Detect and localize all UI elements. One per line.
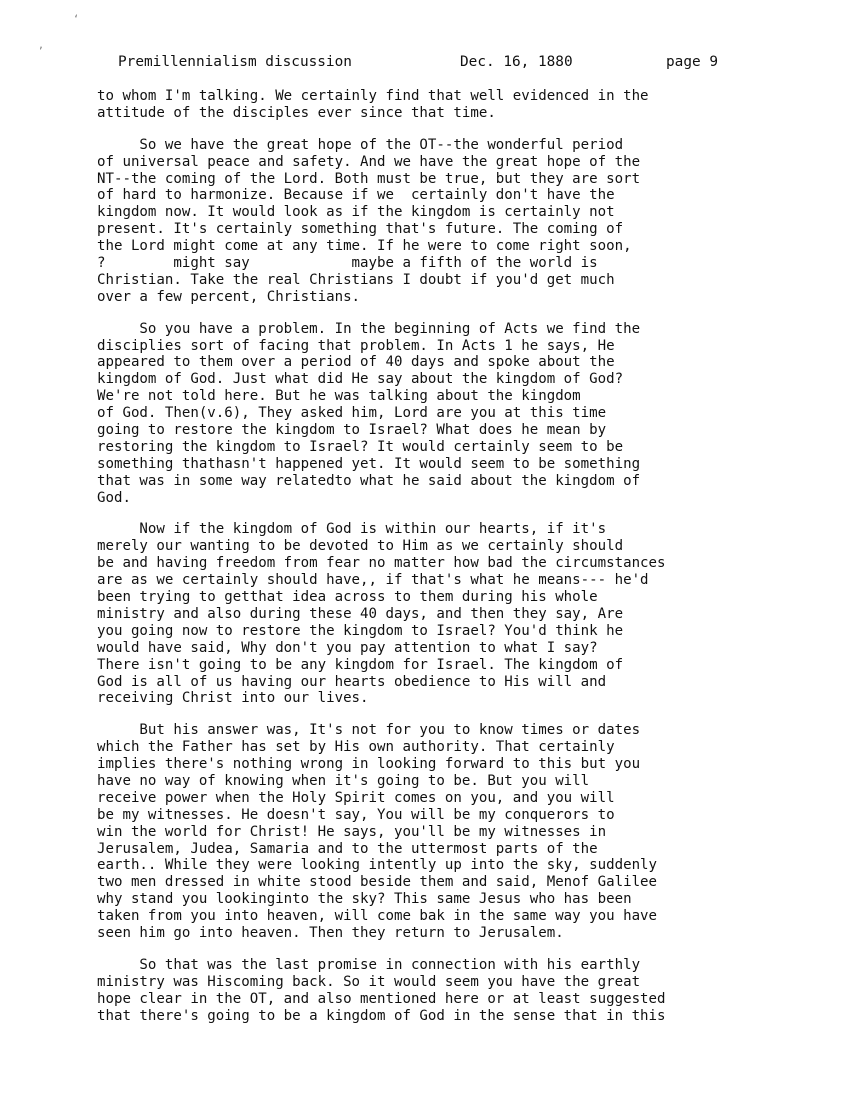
scan-speck-mark: ,	[38, 40, 45, 51]
text-line: Christian. Take the real Christians I doubt if you'd get much	[97, 271, 615, 288]
text-line: you going now to restore the kingdom to Israel? You'd think he	[97, 622, 624, 639]
text-line: to whom I'm talking. We certainly find that well evidenced in the	[97, 88, 649, 104]
text-line: ministry was Hiscoming back. So it would seem you have the great	[97, 973, 641, 990]
text-line: why stand you lookinginto the sky? This same Jesus who has been	[97, 891, 632, 908]
text-line: restoring the kingdom to Israel? It would certainly seem to be	[97, 438, 624, 455]
text-line: implies there's nothing wrong in looking forward to this but you	[97, 756, 641, 773]
page-number: page 9	[666, 54, 718, 70]
text-line: NT--the coming of the Lord. Both must be true, but they are sort	[97, 170, 641, 187]
text-line: So that was the last promise in connection with his earthly	[97, 956, 641, 973]
text-line: Jerusalem, Judea, Samaria and to the uttermost parts of the	[97, 840, 598, 857]
text-line: hope clear in the OT, and also mentioned here or at least suggested	[97, 990, 666, 1007]
text-line: appeared to them over a period of 40 days and spoke about the	[97, 354, 615, 371]
text-line: disciplies sort of facing that problem. In Acts 1 he says, He	[97, 337, 615, 354]
text-line: which the Father has set by His own authority. That certainly	[97, 739, 615, 756]
paragraph	[97, 722, 797, 942]
text-line: So we have the great hope of the OT--the wonderful period	[97, 136, 624, 153]
text-line: that there's going to be a kingdom of God in the sense that in this	[97, 1007, 666, 1024]
text-line: that was in some way relatedto what he said about the kingdom of	[97, 472, 641, 489]
text-line: There isn't going to be any kingdom for Israel. The kingdom of	[97, 656, 624, 673]
text-line: kingdom now. It would look as if the kingdom is certainly not	[97, 204, 615, 221]
text-line: receive power when the Holy Spirit comes on you, and you will	[97, 789, 615, 806]
text-line: So you have a problem. In the beginning of Acts we find the	[97, 320, 641, 337]
text-line: of God. Then(v.6), They asked him, Lord are you at this time	[97, 405, 607, 422]
text-line: Now if the kingdom of God is within our hearts, if it's	[97, 521, 607, 538]
page-header	[118, 54, 758, 74]
scan-speck-mark: ‘	[73, 14, 80, 25]
text-line: merely our wanting to be devoted to Him as we certainly should	[97, 538, 624, 555]
text-line: two men dressed in white stood beside them and said, Menof Galilee	[97, 874, 658, 891]
text-line: something thathasn't happened yet. It would seem to be something	[97, 455, 641, 472]
text-line: win the world for Christ! He says, you'll be my witnesses in	[97, 823, 607, 840]
transcript-body	[97, 88, 797, 1039]
paragraph	[97, 957, 797, 1025]
text-line: have no way of knowing when it's going to be. But you will	[97, 772, 590, 789]
text-line: kingdom of God. Just what did He say about the kingdom of God?	[97, 371, 624, 388]
paragraph	[97, 88, 797, 122]
text-line: would have said, Why don't you pay attention to what I say?	[97, 639, 598, 656]
text-line: of hard to harmonize. Because if we certainly don't have the	[97, 187, 615, 204]
text-line: taken from you into heaven, will come bak in the same way you have	[97, 908, 658, 925]
text-line: We're not told here. But he was talking about the kingdom	[97, 388, 581, 405]
paragraph	[97, 521, 797, 707]
text-line: receiving Christ into our lives.	[97, 690, 369, 707]
text-line: are as we certainly should have,, if that's what he means--- he'd	[97, 572, 649, 589]
text-line: of universal peace and safety. And we have the great hope of the	[97, 153, 641, 170]
text-line: God is all of us having our hearts obedience to His will and	[97, 673, 607, 690]
text-line: over a few percent, Christians.	[97, 288, 361, 305]
text-line: seen him go into heaven. Then they return to Jerusalem.	[97, 924, 564, 941]
text-line: be my witnesses. He doesn't say, You will be my conquerors to	[97, 806, 615, 823]
paragraph	[97, 137, 797, 306]
text-line: earth.. While they were looking intently up into the sky, suddenly	[97, 857, 658, 874]
document-date: Dec. 16, 1880	[460, 54, 573, 70]
text-line: ? might say maybe a fifth of the world is	[97, 255, 598, 272]
paragraph	[97, 321, 797, 507]
document-title: Premillennialism discussion	[118, 54, 352, 70]
text-line: ministry and also during these 40 days, and then they say, Are	[97, 605, 624, 622]
text-line: going to restore the kingdom to Israel? What does he mean by	[97, 422, 607, 439]
text-line: God.	[97, 489, 131, 506]
text-line: But his answer was, It's not for you to know times or dates	[97, 722, 641, 739]
text-line: present. It's certainly something that's future. The coming of	[97, 221, 624, 238]
text-line: been trying to getthat idea across to them during his whole	[97, 589, 598, 606]
text-line: be and having freedom from fear no matter how bad the circumstances	[97, 555, 666, 572]
text-line: the Lord might come at any time. If he were to come right soon,	[97, 238, 632, 255]
text-line: attitude of the disciples ever since that time.	[97, 104, 496, 121]
